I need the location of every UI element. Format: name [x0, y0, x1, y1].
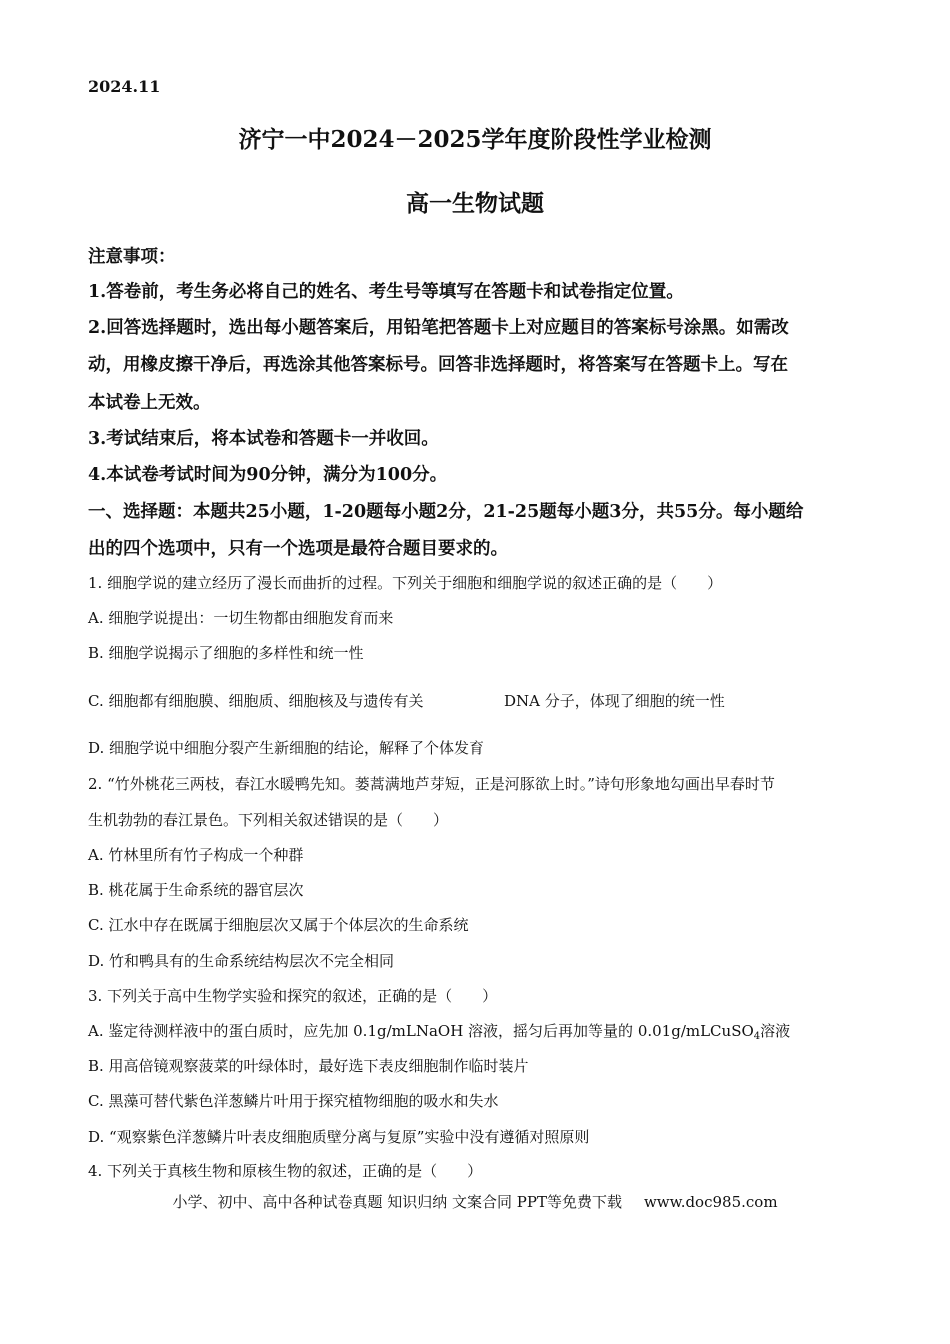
page-footer: [0, 1191, 950, 1212]
q1-option-a: A. 细胞学说提出：一切生物都由细胞发育而来: [88, 609, 394, 627]
notice-item-2-line-1: 2.回答选择题时，选出每小题答案后，用铅笔把答题卡上对应题目的答案标号涂黑。如需改: [88, 318, 789, 338]
notice-item-2-line-3: 本试卷上无效。: [88, 393, 211, 413]
q2-option-b: B. 桃花属于生命系统的器官层次: [88, 881, 304, 899]
q2-option-a: A. 竹林里所有竹子构成一个种群: [88, 846, 304, 864]
q3-stem: 3. 下列关于高中生物学实验和探究的叙述，正确的是（ ）: [88, 987, 498, 1005]
q2-stem-line-2: 生机勃勃的春江景色。下列相关叙述错误的是（ ）: [88, 811, 449, 829]
q3-option-a-subscript: 4: [753, 1031, 761, 1042]
exam-date: 2024.11: [88, 77, 161, 96]
notice-item-3: 3.考试结束后，将本试卷和答题卡一并收回。: [88, 429, 439, 449]
footer-text: 小学、初中、高中各种试卷真题 知识归纳 文案合同 PPT等免费下载: [172, 1193, 622, 1211]
q3-option-d: D. “观察紫色洋葱鳞片叶表皮细胞质壁分离与复原”实验中没有遵循对照原则: [88, 1128, 590, 1146]
q3-option-a-tail: 溶液: [760, 1022, 791, 1040]
q3-option-a: [88, 1020, 790, 1042]
q2-option-d: D. 竹和鸭具有的生命系统结构层次不完全相同: [88, 952, 395, 970]
q1-option-b: B. 细胞学说揭示了细胞的多样性和统一性: [88, 644, 364, 662]
footer-url: www.doc985.com: [643, 1193, 778, 1211]
notice-heading: 注意事项：: [88, 247, 176, 267]
exam-subtitle: 高一生物试题: [406, 190, 544, 217]
q1-option-d: D. 细胞学说中细胞分裂产生新细胞的结论，解释了个体发育: [88, 739, 485, 757]
notice-item-1: 1.答卷前，考生务必将自己的姓名、考生号等填写在答题卡和试卷指定位置。: [88, 282, 684, 302]
exam-title: 济宁一中2024－2025学年度阶段性学业检测: [238, 126, 712, 153]
q1-option-c-part-2: DNA 分子，体现了细胞的统一性: [504, 692, 725, 710]
section-1-heading-line-1: 一、选择题：本题共25小题，1-20题每小题2分，21-25题每小题3分，共55分。每小题给: [88, 502, 804, 522]
q2-option-c: C. 江水中存在既属于细胞层次又属于个体层次的生命系统: [88, 916, 469, 934]
q3-option-c: C. 黑藻可替代紫色洋葱鳞片叶用于探究植物细胞的吸水和失水: [88, 1092, 499, 1110]
q2-stem-line-1: 2. “竹外桃花三两枝，春江水暖鸭先知。蒌蒿满地芦芽短，正是河豚欲上时。”诗句形象地勾画出早春时节: [88, 775, 775, 793]
q1-option-c-part-1: C. 细胞都有细胞膜、细胞质、细胞核及与遗传有关: [88, 692, 424, 710]
q4-stem: 4. 下列关于真核生物和原核生物的叙述，正确的是（ ）: [88, 1162, 483, 1180]
notice-item-2-line-2: 动，用橡皮擦干净后，再选涂其他答案标号。回答非选择题时，将答案写在答题卡上。写在: [88, 355, 788, 375]
notice-item-4: 4.本试卷考试时间为90分钟，满分为100分。: [88, 465, 448, 485]
q3-option-a-main: A. 鉴定待测样液中的蛋白质时，应先加 0.1g/mLNaOH 溶液，摇匀后再加等量的 0.01g/mLCuSO: [88, 1022, 754, 1040]
q1-stem: 1. 细胞学说的建立经历了漫长而曲折的过程。下列关于细胞和细胞学说的叙述正确的是（ ）: [88, 574, 723, 592]
q3-option-b: B. 用高倍镜观察菠菜的叶绿体时，最好选下表皮细胞制作临时装片: [88, 1057, 529, 1075]
section-1-heading-line-2: 出的四个选项中，只有一个选项是最符合题目要求的。: [88, 539, 508, 559]
